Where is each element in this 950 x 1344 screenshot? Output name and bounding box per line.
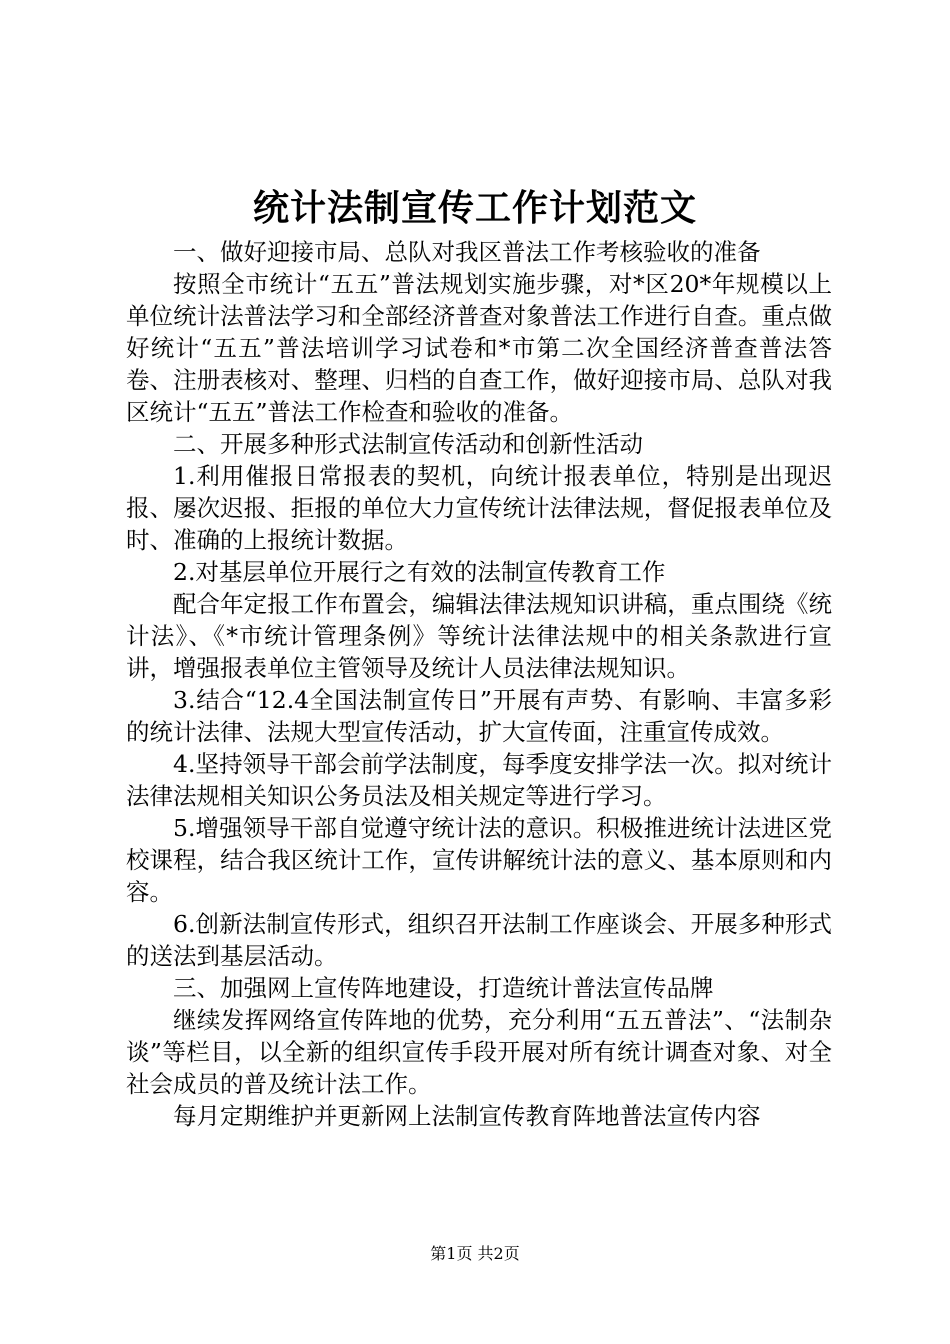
paragraph: 继续发挥网络宣传阵地的优势，充分利用“五五普法”、“法制杂谈”等栏目，以全新的组织宣传手段开展对所有统计调查对象、对全社会成员的普及统计法工作。	[126, 1006, 832, 1098]
paragraph: 4.坚持领导干部会前学法制度，每季度安排学法一次。拟对统计法律法规相关知识公务员法及相关规定等进行学习。	[126, 750, 832, 810]
paragraph: 每月定期维护并更新网上法制宣传教育阵地普法宣传内容	[173, 1102, 761, 1130]
page-number-footer: 第1页 共2页	[430, 1244, 520, 1263]
paragraph: 5.增强领导干部自觉遵守统计法的意识。积极推进统计法进区党校课程，结合我区统计工作，宣传讲解统计法的意义、基本原则和内容。	[126, 814, 832, 906]
subsection-heading: 2.对基层单位开展行之有效的法制宣传教育工作	[173, 558, 666, 586]
section-heading: 三、加强网上宣传阵地建设，打造统计普法宣传品牌	[173, 974, 714, 1002]
section-heading: 一、做好迎接市局、总队对我区普法工作考核验收的准备	[173, 238, 761, 266]
paragraph: 1.利用催报日常报表的契机，向统计报表单位，特别是出现迟报、屡次迟报、拒报的单位大力宣传统计法律法规，督促报表单位及时、准确的上报统计数据。	[126, 462, 832, 554]
paragraph: 按照全市统计“五五”普法规划实施步骤，对*区20*年规模以上单位统计法普法学习和全部经济普查对象普法工作进行自查。重点做好统计“五五”普法培训学习试卷和*市第二次全国经济普查普法答卷、注册表核对、整理、归档的自查工作，做好迎接市局、总队对我区统计“五五”普法工作检查和验收的准备。	[126, 270, 832, 426]
paragraph: 6.创新法制宣传形式，组织召开法制工作座谈会、开展多种形式的送法到基层活动。	[126, 910, 832, 970]
section-heading: 二、开展多种形式法制宣传活动和创新性活动	[173, 430, 643, 458]
document-title: 统计法制宣传工作计划范文	[252, 187, 697, 229]
paragraph: 配合年定报工作布置会，编辑法律法规知识讲稿，重点围绕《统计法》、《*市统计管理条例》等统计法律法规中的相关条款进行宣讲，增强报表单位主管领导及统计人员法律法规知识。	[126, 590, 832, 682]
document-body	[126, 236, 832, 1132]
paragraph: 3.结合“12.4全国法制宣传日”开展有声势、有影响、丰富多彩的统计法律、法规大型宣传活动，扩大宣传面，注重宣传成效。	[126, 686, 832, 746]
